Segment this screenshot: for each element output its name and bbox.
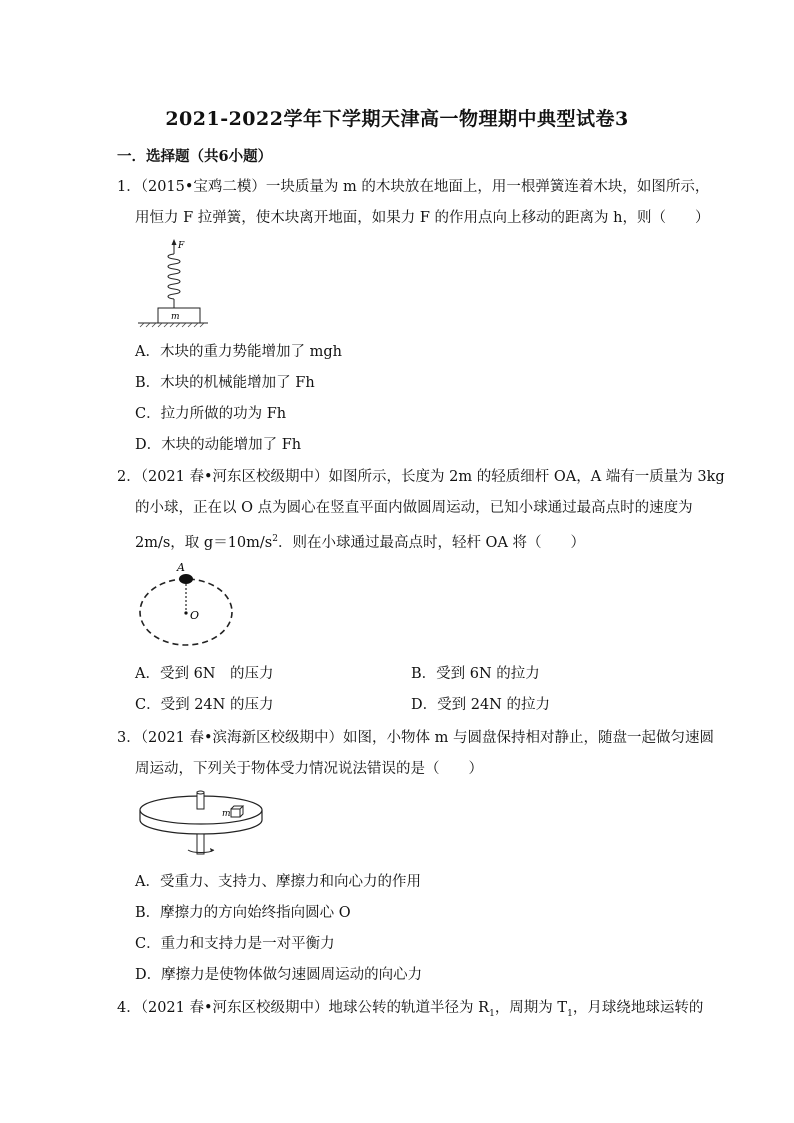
q2-option-a: A．受到 6N 的压力 xyxy=(135,666,274,682)
rotating-disk-figure xyxy=(136,790,266,862)
q4-line1: 4．（2021 春•河东区校级期中）地球公转的轨道半径为 $R_1$，周期为 $T_1$，月球绕地球运转的 xyxy=(117,1000,704,1019)
label-a: A xyxy=(177,561,185,574)
section-heading: 一．选择题（共6小题） xyxy=(117,148,273,165)
block-label: m xyxy=(171,312,180,322)
q2-option-d: D．受到 24N 的拉力 xyxy=(411,697,550,713)
q2-option-b: B．受到 6N 的拉力 xyxy=(411,666,540,682)
q2-line3: 2m/s，取 $g=10m/s^2$．则在小球通过最高点时，轻杆 OA 将（ ） xyxy=(135,534,586,551)
q3-option-c: C．重力和支持力是一对平衡力 xyxy=(135,936,335,952)
spring-block-figure xyxy=(136,238,212,330)
q1-line1: 1．（2015•宝鸡二模）一块质量为 m 的木块放在地面上，用一根弹簧连着木块，如图所示， xyxy=(117,179,710,195)
q3-option-b: B．摩擦力的方向始终指向圆心 O xyxy=(135,905,351,921)
disk-block-label: m xyxy=(222,809,231,819)
q1-line2: 用恒力 F 拉弹簧，使木块离开地面，如果力 F 的作用点向上移动的距离为 h，则（ ） xyxy=(135,210,710,226)
q1-option-a: A．木块的重力势能增加了 mgh xyxy=(135,344,342,360)
q1-option-c: C．拉力所做的功为 Fh xyxy=(135,406,287,422)
spring-icon xyxy=(168,254,180,299)
q3-option-d: D．摩擦力是使物体做匀速圆周运动的向心力 xyxy=(135,967,423,983)
ball-icon xyxy=(179,574,193,584)
q2-line1: 2．（2021 春•河东区校级期中）如图所示，长度为 2m 的轻质细杆 OA，A 端有一质量为 3kg xyxy=(117,469,725,485)
label-o: O xyxy=(190,609,200,622)
block-icon xyxy=(231,809,240,817)
page-title: 2021-2022学年下学期天津高一物理期中典型试卷3 xyxy=(165,108,629,130)
q3-line2: 周运动，下列关于物体受力情况说法错误的是（ ） xyxy=(135,761,483,777)
q1-option-b: B．木块的机械能增加了 Fh xyxy=(135,375,315,391)
q1-option-d: D．木块的动能增加了 Fh xyxy=(135,437,302,453)
q3-line1: 3．（2021 春•滨海新区校级期中）如图，小物体 m 与圆盘保持相对静止，随盘一起做匀速圆 xyxy=(117,730,715,746)
q2-option-c: C．受到 24N 的压力 xyxy=(135,697,274,713)
circular-motion-figure xyxy=(136,560,236,650)
q3-option-a: A．受重力、支持力、摩擦力和向心力的作用 xyxy=(135,874,421,890)
q2-line2: 的小球，正在以 O 点为圆心在竖直平面内做圆周运动，已知小球通过最高点时的速度为 xyxy=(135,500,693,516)
force-label: F xyxy=(178,241,185,251)
